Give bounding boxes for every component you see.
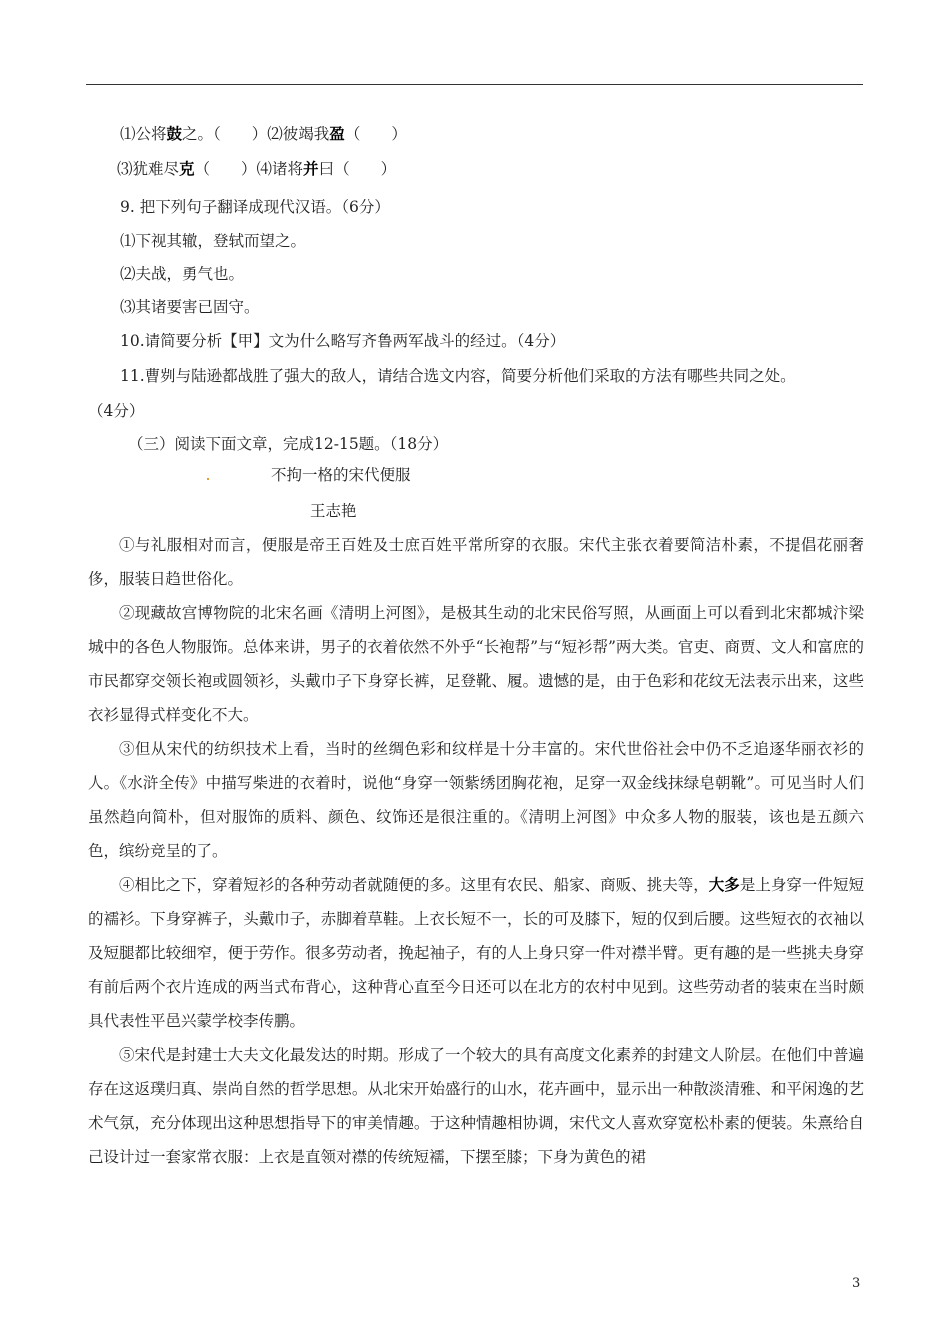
q8-3-keyword: 克 [179,159,195,178]
paragraph-4-rest: 是上身穿一件短短的襦衫。下身穿裤子，头戴巾子，赤脚着草鞋。上衣长短不一，长的可及膝下，短的仅到后腰。这些短衣的衣袖以及短腿都比较细窄，便于劳作。很多劳动者，挽起袖子，有的人上身只穿一件对襟半臂。更有趣的是一些挑夫身穿有前后两个衣片连成的两当式布背心，这种背心直至今日还可以在北方的农村中见到。这些劳动者的装束在当时颇具代表性平邑兴蒙学校李传鹏。 [88,876,864,1030]
q8-1-text: ⑴公将 [120,125,167,143]
paragraph-4-start: ④相比之下，穿着短衫的各种劳动者就随便的多。这里有农民、船家、商贩、挑夫等， [119,876,709,894]
scan-speck [207,478,209,480]
q9-sentence-1: ⑴下视其辙，登轼而望之。 [120,232,307,250]
article-title: 不拘一格的宋代便服 [271,466,411,484]
paragraph-4-keyword: 大多 [708,875,740,894]
q8-3-text: ⑶犹难尽 [117,160,180,178]
q11-score: （4分） [88,402,145,420]
paragraph-3: ③但从宋代的纺织技术上看，当时的丝绸色彩和纹样是十分丰富的。宋代世俗社会中仍不乏追逐华丽衣衫的人。《水浒全传》中描写柴进的衣着时，说他“身穿一领紫绣团胸花袍，足穿一双金线抹绿皂朝靴”。可见当时人们虽然趋向简朴，但对服饰的质料、颜色、纹饰还是很注重的。《清明上河图》中众多人物的服装，该也是五颜六色，缤纷竞呈的了。 [88,740,864,860]
page-number: 3 [852,1276,861,1291]
header-rule [86,84,863,85]
q11-question: 11.曹刿与陆逊都战胜了强大的敌人，请结合选文内容，简要分析他们采取的方法有哪些共同之处。 [120,367,796,385]
q8-line-1 [120,124,407,144]
paragraph-1: ①与礼服相对而言，便服是帝王百姓及士庶百姓平常所穿的衣服。宋代主张衣着要简洁朴素，不提倡花丽奢侈，服装日趋世俗化。 [88,536,864,588]
q9-sentence-2: ⑵夫战，勇气也。 [120,265,245,283]
article-author: 王志艳 [310,502,357,520]
q8-4-keyword: 并 [303,159,319,178]
paragraph-5: ⑤宋代是封建士大夫文化最发达的时期。形成了一个较大的具有高度文化素养的封建文人阶层。在他们中普遍存在这返璞归真、崇尚自然的哲学思想。从北宋开始盛行的山水，花卉画中，显示出一种散淡清雅、和平闲逸的艺术气氛，充分体现出这种思想指导下的审美情趣。于这种情趣相协调，宋代文人喜欢穿宽松朴素的便装。朱熹给自己设计过一套家常衣服：上衣是直领对襟的传统短襦，下摆至膝；下身为黄色的裙 [88,1046,864,1166]
q8-2-text: 之。（ ）⑵彼竭我 [182,125,330,143]
q8-2-blank: （ ） [344,125,407,143]
q8-4-text: （ ）⑷诸将 [194,160,304,178]
paragraph-4 [88,868,864,1038]
q10-question: 10.请简要分析【甲】文为什么略写齐鲁两军战斗的经过。（4分） [120,332,566,350]
q9-sentence-3: ⑶其诸要害已固守。 [120,298,260,316]
section-3-heading: （三）阅读下面文章，完成12-15题。（18分） [128,435,449,453]
q8-2-keyword: 盈 [329,124,345,143]
article-body [88,528,864,1174]
paragraph-2: ②现藏故宫博物院的北宋名画《清明上河图》，是极其生动的北宋民俗写照，从画面上可以看到北宋都城汴梁城中的各色人物服饰。总体来讲，男子的衣着依然不外乎“长袍帮”与“短衫帮”两大类。官吏、商贾、文人和富庶的市民都穿交领长袍或圆领衫，头戴巾子下身穿长裤，足登靴、履。遗憾的是，由于色彩和花纹无法表示出来，这些衣衫显得式样变化不大。 [88,604,864,724]
q8-1-keyword: 鼓 [166,124,183,143]
q8-4-blank: 曰（ ） [318,160,397,178]
q8-line-2 [117,159,396,179]
q9-title: 9. 把下列句子翻译成现代汉语。（6分） [120,198,390,216]
